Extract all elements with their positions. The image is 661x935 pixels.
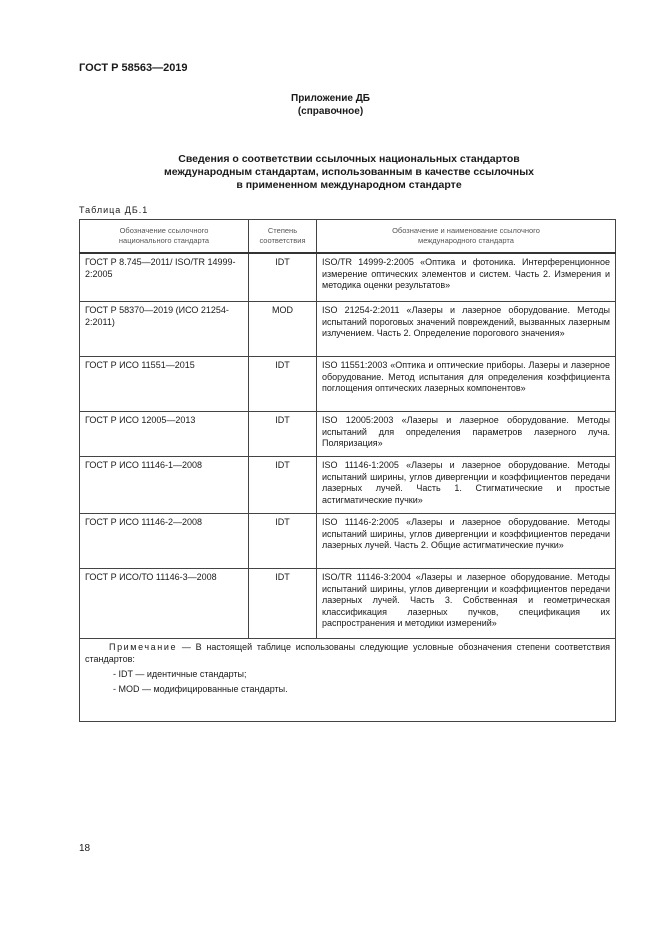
degree-cell: IDT [249,514,317,569]
annex-title: Приложение ДБ [291,93,370,104]
national-standard-cell: ГОСТ Р ИСО 11146-1—2008 [80,457,249,514]
annex-heading [0,92,661,118]
table-header-row [80,220,616,254]
national-standard-cell: ГОСТ Р ИСО 11146-2—2008 [80,514,249,569]
degree-cell: MOD [249,302,317,357]
note-label: Примечание [109,642,178,652]
national-standard-cell: ГОСТ Р ИСО 11551—2015 [80,357,249,412]
note-item-idt: - IDT — идентичные стандарты; [113,669,247,679]
degree-cell: IDT [249,253,317,302]
degree-cell: IDT [249,412,317,457]
section-title [79,153,619,192]
note-dash: — [177,642,196,652]
table-row [80,357,616,412]
national-standard-cell: ГОСТ Р ИСО/ТО 11146-3—2008 [80,569,249,639]
column-header-national: Обозначение ссылочного национального стандарта [80,220,249,254]
column-header-degree: Степень соответствия [249,220,317,254]
national-standard-cell: ГОСТ Р 58370—2019 (ИСО 21254-2:2011) [80,302,249,357]
international-standard-cell: ISO/TR 14999-2:2005 «Оптика и фотоника. Интерференционное измерение оптических элементов и систем. Часть 2. Измерения и методика оценки результатов» [317,253,616,302]
note-paragraph [85,642,610,665]
note-text: В настоящей таблице использованы следующие условные обозначения степени соответствия стандартов: [85,642,610,664]
table-note [80,639,616,722]
international-standard-cell: ISO 11146-2:2005 «Лазеры и лазерное оборудование. Методы испытаний ширины, углов дивергенции и коэффициентов передачи лазерных лучей. Часть 2. Общие астигматические пучки» [317,514,616,569]
section-title-line3: в примененном международном стандарте [236,179,462,191]
document-code: ГОСТ Р 58563—2019 [79,62,188,74]
table-row [80,457,616,514]
international-standard-cell: ISO 11551:2003 «Оптика и оптические приборы. Лазеры и лазерное оборудование. Метод испытания для определения коэффициента поглощения оптических лазерных компонентов» [317,357,616,412]
degree-cell: IDT [249,357,317,412]
international-standard-cell: ISO 12005:2003 «Лазеры и лазерное оборудование. Методы испытаний для определения параметров лазерного луча. Поляризация» [317,412,616,457]
annex-subtitle: (справочное) [297,106,364,117]
international-standard-cell: ISO/TR 11146-3:2004 «Лазеры и лазерное оборудование. Методы испытаний ширины, углов дивергенции и коэффициентов передачи лазерных лучей. Часть 3. Собственная и геометрическая классификация лазерных пучков, спецификация их распространения и методики измерений» [317,569,616,639]
table-row [80,569,616,639]
degree-cell: IDT [249,457,317,514]
international-standard-cell: ISO 11146-1:2005 «Лазеры и лазерное оборудование. Методы испытаний ширины, углов дивергенции и коэффициентов передачи лазерных лучей. Часть 1. Стигматические и простые астигматические пучки» [317,457,616,514]
page-number: 18 [79,843,91,854]
table-row [80,302,616,357]
table-row [80,412,616,457]
correspondence-table [79,219,616,722]
section-title-line1: Сведения о соответствии ссылочных национальных стандартов [178,153,520,165]
international-standard-cell: ISO 21254-2:2011 «Лазеры и лазерное оборудование. Методы испытаний пороговых значений повреждений, вызванных лазерным излучением. Часть 2. Определение порогового значения» [317,302,616,357]
note-item-mod: - MOD — модифицированные стандарты. [113,683,288,694]
table-note-row [80,639,616,722]
national-standard-cell: ГОСТ Р 8.745—2011/ ISO/TR 14999-2:2005 [80,253,249,302]
degree-cell: IDT [249,569,317,639]
column-header-international: Обозначение и наименование ссылочного международного стандарта [317,220,616,254]
national-standard-cell: ГОСТ Р ИСО 12005—2013 [80,412,249,457]
table-label: Таблица ДБ.1 [79,205,149,215]
table-row [80,514,616,569]
table-row [80,253,616,302]
section-title-line2: международным стандартам, использованным в качестве ссылочных [163,166,534,178]
